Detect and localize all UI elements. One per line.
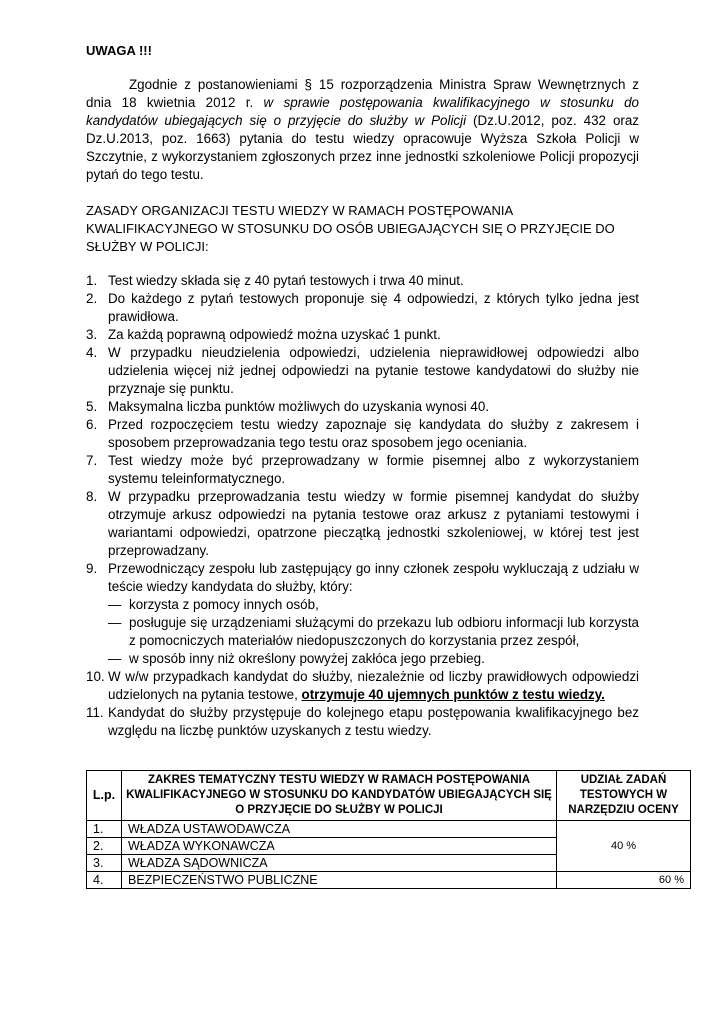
row-lp: 1. [87,821,122,838]
row-name: WŁADZA WYKONAWCZA [122,838,557,855]
rule-number: 8. [86,489,98,504]
rule-text: W w/w przypadkach kandydat do służby, niezależnie od liczby prawidłowych odpowiedzi udzielonych na pytania testowe, [108,669,639,702]
exclusion-text: w sposób inny niż określony powyżej zakłóca jego przebieg. [129,651,485,666]
rule-text: Przewodniczący zespołu lub zastępujący go inny członek zespołu wykluczają z udziału w teście wiedzy kandydata do służby, który: [108,561,639,594]
document-title: UWAGA !!! [86,43,152,58]
rule-number: 11. [86,705,104,720]
rule-item [86,326,639,344]
row-lp: 2. [87,838,122,855]
dash-marker: — [108,651,122,666]
rule-text: W przypadku przeprowadzania testu wiedzy w formie pisemnej kandydat do służby otrzymuje arkusz odpowiedzi na pytania testowe oraz arkusz z pytaniami testowymi i wariantami odpowiedzi, opatrzone pieczątką jednostki szkoleniowej, w której test jest przeprowadzany. [108,489,639,558]
exclusion-item [108,614,639,650]
row-name: WŁADZA SĄDOWNICZA [122,855,557,872]
rule-number: 4. [86,345,98,360]
row-lp: 3. [87,855,122,872]
intro-italic: w sprawie postępowania kwalifikacyjnego w stosunku do kandydatów ubiegających się o przyjęcie do służby w Policji [86,95,639,128]
rule-item [86,488,639,560]
rule-text: Przed rozpoczęciem testu wiedzy zapoznaje się kandydata do służby z zakresem i sposobem przeprowadzania tego testu oraz sposobem jego oceniania. [108,417,639,450]
row-name: WŁADZA USTAWODAWCZA [122,821,557,838]
rule-item [86,704,639,740]
topics-table [86,770,691,889]
exclusion-list [108,596,639,668]
rule-number: 2. [86,291,98,306]
rule-item [86,344,639,398]
rule-item [86,272,639,290]
rule-number: 9. [86,561,98,576]
intro-text-2: (Dz.U.2012, poz. 432 oraz Dz.U.2013, poz. 1663) pytania do testu wiedzy opracowuje Wyższa Szkoła Policji w Szczytnie, z wykorzystaniem zgłoszonych przez inne jednostki szkoleniowe Policji propozycji pytań do tego testu. [86,113,639,182]
rule-item [86,452,639,488]
rule-text: Test wiedzy może być przeprowadzany w formie pisemnej albo z wykorzystaniem systemu teleinformatycznego. [108,453,639,486]
header-zakres: ZAKRES TEMATYCZNY TESTU WIEDZY W RAMACH POSTĘPOWANIA KWALIFIKACYJNEGO W STOSUNKU DO KANDYDATÓW UBIEGAJĄCYCH SIĘ O PRZYJĘCIE DO SŁUŻBY W POLICJI [122,771,557,821]
rule-number: 1. [86,273,98,288]
rule-text: Do każdego z pytań testowych proponuje się 4 odpowiedzi, z których tylko jedna jest prawidłowa. [108,291,639,324]
rule-text: Test wiedzy składa się z 40 pytań testowych i trwa 40 minut. [108,273,464,288]
share-group-value: 40 % [557,821,691,872]
row-lp: 4. [87,872,122,889]
intro-text-1: Zgodnie z postanowieniami § 15 rozporządzenia Ministra Spraw Wewnętrznych z dnia 18 kwietnia 2012 r. [86,77,639,110]
rule-number: 3. [86,327,98,342]
rule-text: Kandydat do służby przystępuje do kolejnego etapu postępowania kwalifikacyjnego bez względu na liczbę punktów uzyskanych z testu wiedzy. [108,705,639,738]
rules-list [86,272,639,740]
rule-number: 7. [86,453,98,468]
rule-number: 5. [86,399,98,414]
share-last-value: 60 % [557,872,691,889]
exclusion-item [108,596,639,614]
document-page [86,42,639,740]
rule-number: 10. [86,669,105,684]
header-udzial: UDZIAŁ ZADAŃ TESTOWYCH W NARZĘDZIU OCENY [557,771,691,821]
rule-item [86,290,639,326]
exclusion-item [108,650,639,668]
dash-marker: — [108,615,122,630]
rules-heading: ZASADY ORGANIZACJI TESTU WIEDZY W RAMACH POSTĘPOWANIA KWALIFIKACYJNEGO W STOSUNKU DO OSÓB UBIEGAJĄCYCH SIĘ O PRZYJĘCIE DO SŁUŻBY W POLICJI: [86,203,615,254]
rule-item [86,416,639,452]
rule-item [86,398,639,416]
rule-text: Maksymalna liczba punktów możliwych do uzyskania wynosi 40. [108,399,490,414]
rule-number: 6. [86,417,98,432]
rule-text: W przypadku nieudzielenia odpowiedzi, udzielenia nieprawidłowej odpowiedzi albo udzielenia więcej niż jednej odpowiedzi na pytanie testowe kandydatowi do służby nie przyznaje się punktu. [108,345,639,396]
row-name: BEZPIECZEŃSTWO PUBLICZNE [122,872,557,889]
exclusion-text: posługuje się urządzeniami służącymi do przekazu lub odbioru informacji lub korzysta z pomocniczych materiałów niedopuszczonych do korzystania przez zespół, [129,615,639,648]
intro-paragraph [86,76,639,184]
rule-item [86,668,639,704]
rule-item [86,560,639,668]
dash-marker: — [108,597,122,612]
exclusion-text: korzysta z pomocy innych osób, [129,597,319,612]
header-lp: L.p. [87,771,122,821]
table-header-row [87,771,691,821]
penalty-emphasis: otrzymuje 40 ujemnych punktów z testu wiedzy. [301,687,605,702]
rule-text: Za każdą poprawną odpowiedź można uzyskać 1 punkt. [108,327,441,342]
table-row [87,821,691,838]
table-row [87,872,691,889]
